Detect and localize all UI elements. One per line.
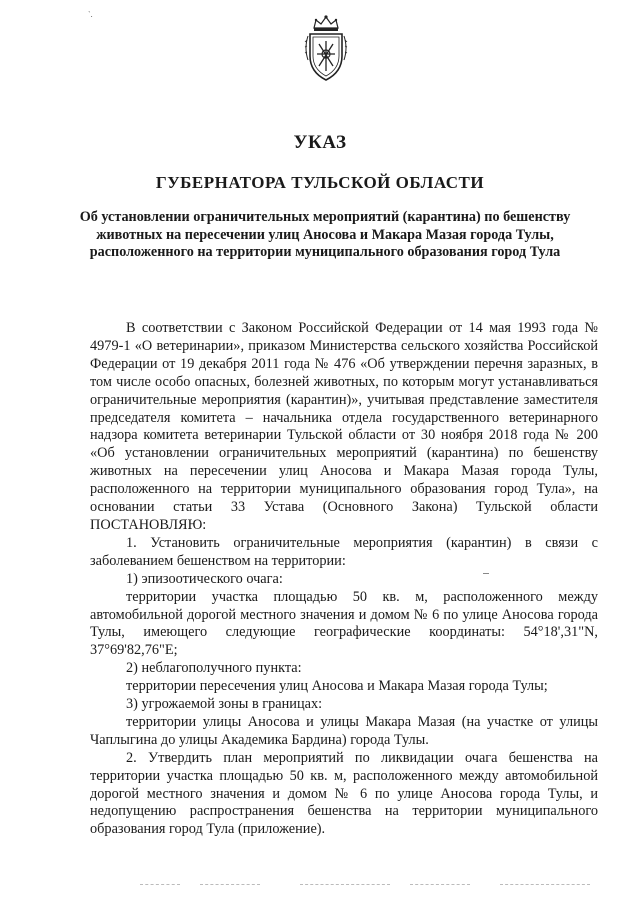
decree-subject: Об установлении ограничительных мероприятий (карантина) по бешенству животных на пересечении улиц Аносова и Макара Мазая города Тулы, расположенного на территории муниципального образования город Тула [79,209,571,260]
footer-dash [500,884,590,885]
scan-mark: `. [88,10,93,19]
preamble-paragraph: В соответствии с Законом Российской Федерации от 14 мая 1993 года № 4979-1 «О ветеринарии», приказом Министерства сельского хозяйства Российской Федерации от 19 декабря 2011 года № 476 «Об утверждении перечня заразных, в том числе особо опасных, болезней животных, по которым могут устанавливаться ограничительные мероприятия (карантин)», учитывая представление заместителя председателя комитета – начальника отдела государственного ветеринарного надзора комитета ветеринарии Тульской области от 30 ноября 2018 года № 200 «Об установлении ограничительных мероприятий (карантина) по бешенству животных на пересечении улиц Аносова и Макара Мазая города Тулы, расположенного на территории муниципального образования город Тула», на основании статьи 33 Устава (Основного Закона) Тульской области ПОСТАНОВЛЯЮ: [90,320,598,533]
clause-1-1-text: территории участка площадью 50 кв. м, расположенного между автомобильной дорогой местного значения и домом № 6 по улице Аносова города Тулы, имеющего следующие географические координаты: 54°18',31"N, 37°69'82,76"E; [90,588,598,659]
clause-1-2-text: территории пересечения улиц Аносова и Макара Мазая города Тулы; [126,678,548,695]
footer-dash [410,884,470,885]
footer-dash [200,884,260,885]
issuer-title: ГУБЕРНАТОРА ТУЛЬСКОЙ ОБЛАСТИ [155,173,485,192]
footer-dash [140,884,180,885]
clause-1: 1. Установить ограничительные мероприятия (карантин) в связи с заболеванием бешенством на территории: [90,534,598,569]
footer-dash [300,884,390,885]
scan-tick-mark [483,573,489,574]
clause-1-1-heading: 1) эпизоотического очага: [126,570,283,587]
clause-1-3-heading: 3) угрожаемой зоны в границах: [126,696,323,713]
decree-body [90,320,598,839]
coat-of-arms-icon [302,14,350,86]
clause-1-3-text: территории улицы Аносова и улицы Макара Мазая (на участке от улицы Чаплыгина до улицы Академика Бардина) города Тулы. [90,713,598,748]
clause-2: 2. Утвердить план мероприятий по ликвидации очага бешенства на территории участка площадью 50 кв. м, расположенного между автомобильной дорогой местного значения и домом № 6 по улице Аносова города Тулы, и недопущению распространения бешенства на территории муниципального образования город Тула (приложение). [90,749,598,838]
clause-1-2-heading: 2) неблагополучного пункта: [126,660,302,677]
document-type-title: УКАЗ [293,132,347,153]
